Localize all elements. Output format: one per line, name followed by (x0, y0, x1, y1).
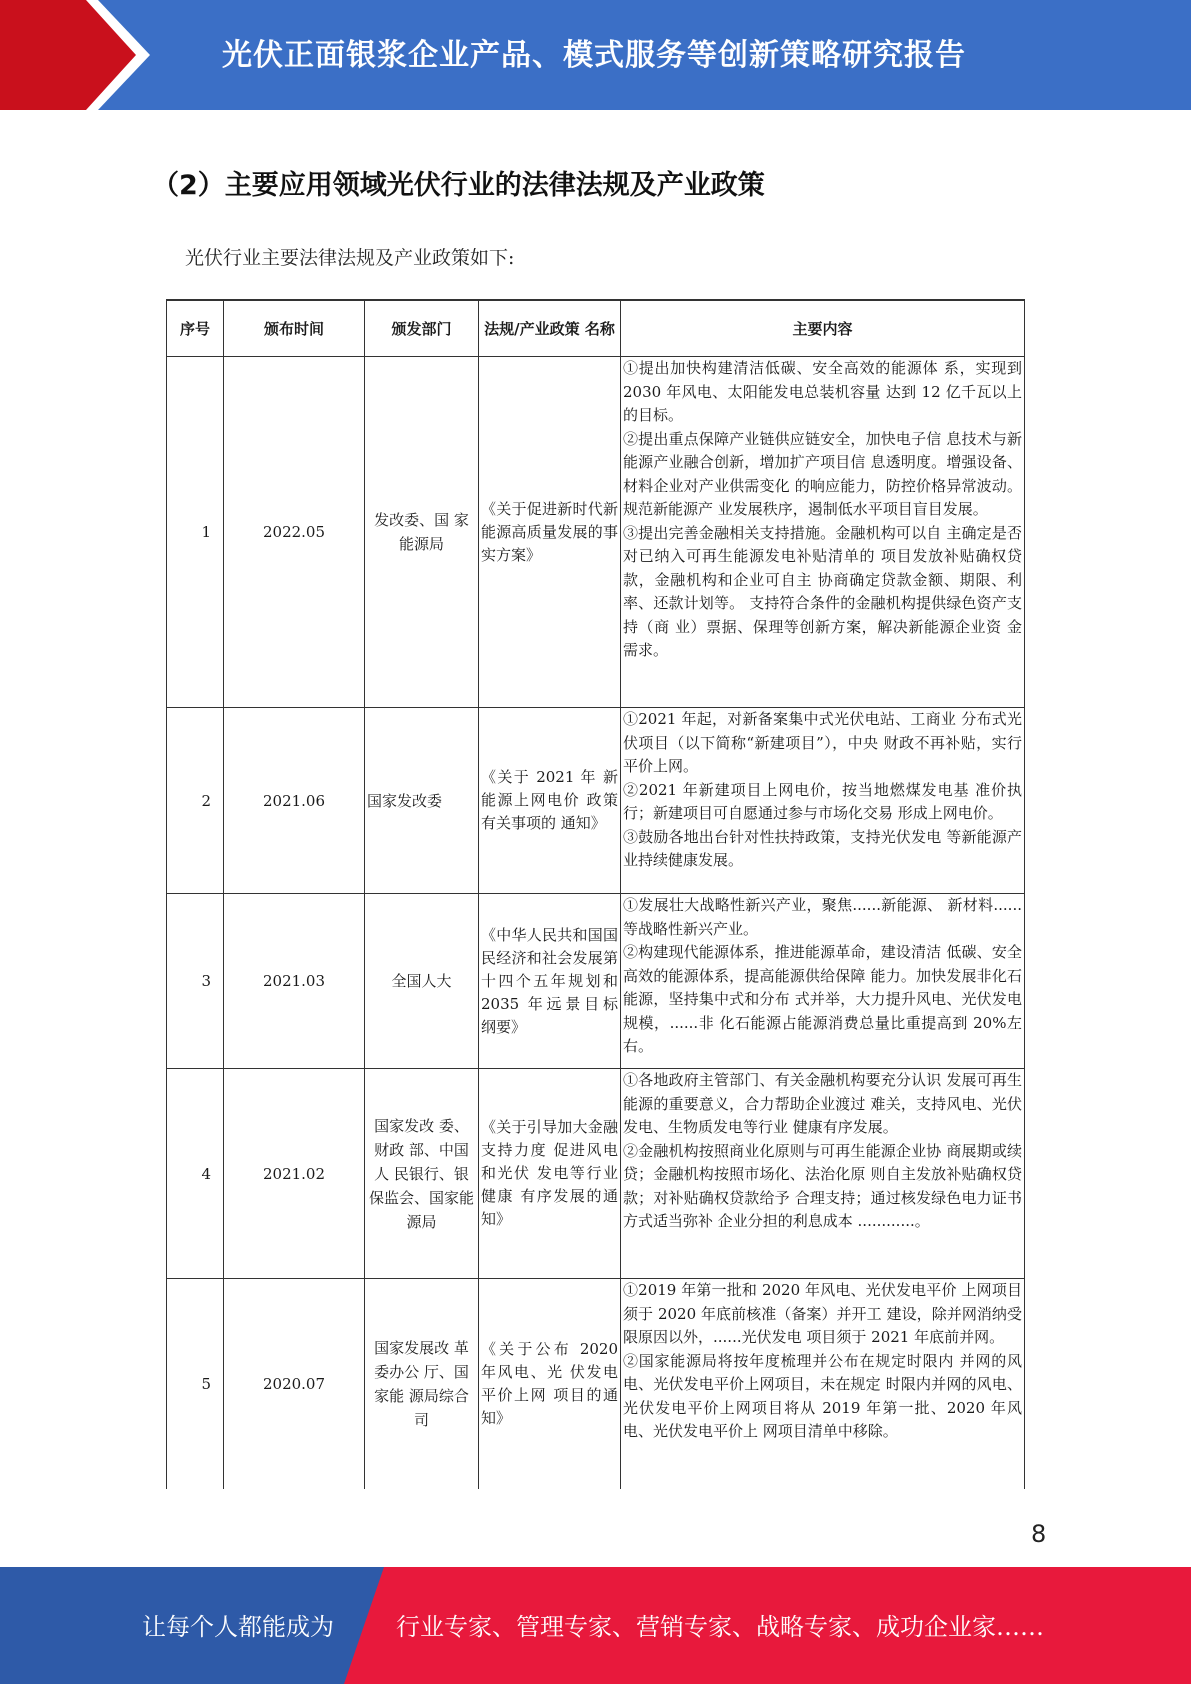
row-policy-name: 《关于公布 2020 年风电、光 伏发电平价上网 项目的通知》 (479, 1279, 621, 1490)
content-point: ②国家能源局将按年度梳理并公布在规定时限内 并网的风电、光伏发电平价上网项目，未在规定 时限内并网的风电、光伏发电平价上网项目将从 2019 年第一批、2020 年风电、光伏发电平价上 网项目清单中移除。 (623, 1351, 1022, 1440)
row-number: 4 (167, 1069, 224, 1279)
header-banner (0, 0, 1191, 110)
row-content (621, 894, 1025, 1069)
row-number: 3 (167, 894, 224, 1069)
row-date: 2021.03 (224, 894, 365, 1069)
row-date: 2021.06 (224, 708, 365, 894)
intro-paragraph: 光伏行业主要法律法规及产业政策如下: (185, 247, 515, 269)
report-title: 光伏正面银浆企业产品、模式服务等创新策略研究报告 (222, 38, 966, 73)
row-date: 2022.05 (224, 357, 365, 708)
section-heading: （2）主要应用领域光伏行业的法律法规及产业政策 (152, 170, 765, 201)
table-row (167, 894, 1025, 1069)
header-cell-policy-name: 法规/产业政策 名称 (479, 300, 621, 357)
content-point: ①提出加快构建清洁低碳、安全高效的能源体 系，实现到 2030 年风电、太阳能发电总装机容量 达到 12 亿千瓦以上的目标。 (623, 359, 1022, 424)
content-point: ②2021 年新建项目上网电价，按当地燃煤发电基 准价执行；新建项目可自愿通过参与市场化交易 形成上网电价。 (623, 780, 1022, 822)
page-number: 8 (1031, 1520, 1047, 1548)
content-point: ②构建现代能源体系，推进能源革命，建设清洁 低碳、安全高效的能源体系，提高能源供给保障 能力。加快发展非化石能源，坚持集中式和分布 式并举，大力提升风电、光伏发电规模，......非 化石能源占能源消费总量比重提高到 20%左右。 (623, 943, 1022, 1055)
content-point: ①2021 年起，对新备案集中式光伏电站、工商业 分布式光伏项目（以下简称“新建项目”），中央 财政不再补贴，实行平价上网。 (623, 710, 1022, 775)
footer-slogan-right: 行业专家、管理专家、营销专家、战略专家、成功企业家…… (396, 1613, 1044, 1641)
content-point: ③鼓励各地出台针对性扶持政策，支持光伏发电 等新能源产业持续健康发展。 (623, 827, 1022, 869)
row-policy-name: 《关于 2021 年 新能源上网电价 政策有关事项的 通知》 (479, 708, 621, 894)
row-date: 2020.07 (224, 1279, 365, 1490)
row-content (621, 1279, 1025, 1490)
content-point: ②提出重点保障产业链供应链安全，加快电子信 息技术与新能源产业融合创新，增加扩产项目信 息透明度。增强设备、材料企业对产业供需变化 的响应能力，防控价格异常波动。规范新能源产 业发展秩序，遏制低水平项目盲目发展。 (623, 429, 1022, 518)
row-number: 2 (167, 708, 224, 894)
header-cell-number: 序号 (167, 300, 224, 357)
row-number: 5 (167, 1279, 224, 1490)
row-content (621, 1069, 1025, 1279)
row-department: 国家发改 委、财政 部、中国人 民银行、银保监会、国家能源局 (365, 1069, 479, 1279)
row-department: 国家发改委 (365, 708, 479, 894)
row-policy-name: 《中华人民共和国国民经济和社会发展第十四个五年规划和 2035 年远景目标 纲要》 (479, 894, 621, 1069)
row-content (621, 708, 1025, 894)
content-point: ①各地政府主管部门、有关金融机构要充分认识 发展可再生能源的重要意义，合力帮助企业渡过 难关，支持风电、光伏发电、生物质发电等行业 健康有序发展。 (623, 1071, 1022, 1136)
table-row (167, 357, 1025, 708)
policy-table (166, 299, 1025, 1489)
row-policy-name: 《关于促进新时代新能源高质量发展的事实方案》 (479, 357, 621, 708)
table-row (167, 1069, 1025, 1279)
content-point: ①发展壮大战略性新兴产业，聚焦......新能源、 新材料......等战略性新兴产业。 (623, 896, 1022, 938)
header-cell-department: 颁发部门 (365, 300, 479, 357)
row-content (621, 357, 1025, 708)
row-department: 全国人大 (365, 894, 479, 1069)
header-cell-date: 颁布时间 (224, 300, 365, 357)
row-number: 1 (167, 357, 224, 708)
footer-slogan-left: 让每个人都能成为 (142, 1613, 334, 1641)
content-point: ①2019 年第一批和 2020 年风电、光伏发电平价 上网项目须于 2020 年底前核准（备案）并开工 建设，除并网消纳受限原因以外，......光伏发电 项目须于 2021 年底前并网。 (623, 1281, 1022, 1346)
row-policy-name: 《关于引导加大金融支持力度 促进风电和光伏 发电等行业健康 有序发展的通 知》 (479, 1069, 621, 1279)
row-department: 国家发展改 革委办公 厅、国家能 源局综合司 (365, 1279, 479, 1490)
header-cell-content: 主要内容 (621, 300, 1025, 357)
table-row (167, 1279, 1025, 1490)
row-department: 发改委、国 家能源局 (365, 357, 479, 708)
row-date: 2021.02 (224, 1069, 365, 1279)
table-row (167, 708, 1025, 894)
content-point: ②金融机构按照商业化原则与可再生能源企业协 商展期或续贷；金融机构按照市场化、法治化原 则自主发放补贴确权贷款；对补贴确权贷款给予 合理支持；通过核发绿色电力证书方式适当弥补 企业分担的利息成本 ............。 (623, 1141, 1022, 1230)
content-point: ③提出完善金融相关支持措施。金融机构可以自 主确定是否对已纳入可再生能源发电补贴清单的 项目发放补贴确权贷款，金融机构和企业可自主 协商确定贷款金额、期限、利率、还款计划等。 支持符合条件的金融机构提供绿色资产支持（商 业）票据、保理等创新方案，解决新能源企业资 金需求。 (623, 523, 1022, 659)
table-header-row (167, 300, 1025, 357)
footer-banner (0, 1567, 1191, 1684)
